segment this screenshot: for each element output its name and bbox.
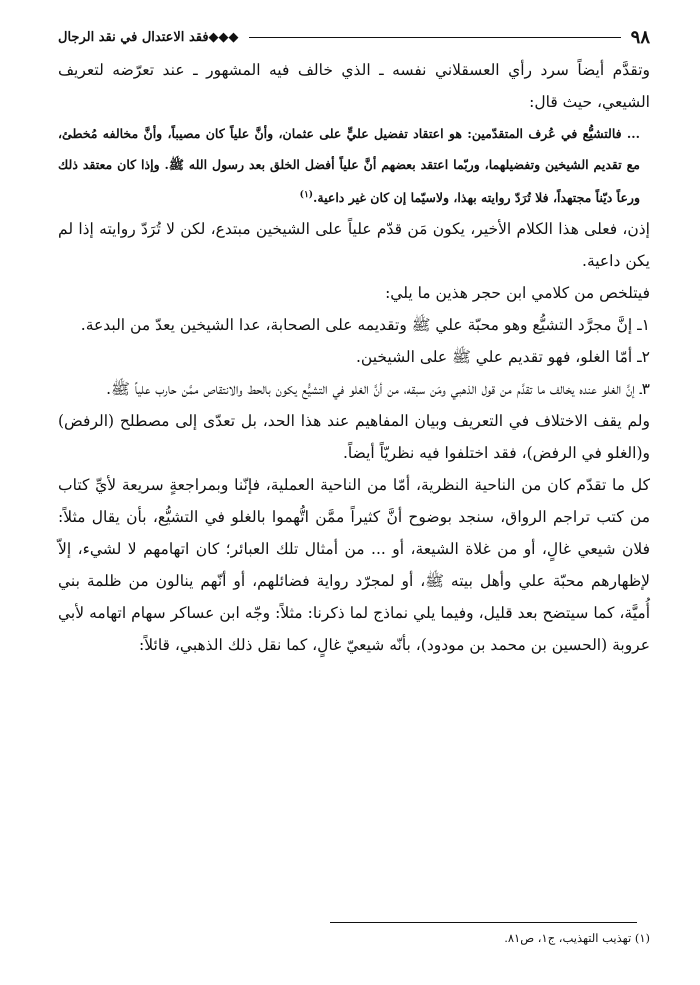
paragraph-rafd: ولم يقف الاختلاف في التعريف وبيان المفاهيم عند هذا الحد، بل تعدّى إلى مصطلح (الرفض) و(الغلو في الرفض)، فقد اختلفوا فيه نظريّاً أيضاً. xyxy=(58,412,650,463)
paragraph-summary-intro: فيتلخص من كلامي ابن حجر هذين ما يلي: xyxy=(385,284,650,303)
footnote-separator xyxy=(330,922,637,923)
header-rule xyxy=(249,37,621,38)
page-number: ٩٨ xyxy=(630,26,650,48)
body-text xyxy=(58,54,650,661)
footnote-reference: (١) xyxy=(299,190,314,200)
quote-text: ... فالتشيُّع في عُرف المتقدّمين: هو اعتقاد تفضيل عليٍّ على عثمان، وأنَّ علياً كان مصيباً، وأنَّ مخالفه مُخطئ، مع تقديم الشيخين وتفضيلهما، وربّما اعتقد بعضهم أنَّ علياً أفضل الخلق بعد رسول الله ﷺ. وإذا كان معتقد ذلك ورعاً ديّناً مجتهداً، فلا تُرَدّ روايته بهذا، ولاسيّما إن كان غير داعية. xyxy=(58,126,640,206)
block-quote xyxy=(58,118,650,213)
footnote: (١) تهذيب التهذيب، ج١، ص٨١. xyxy=(504,931,650,945)
list-item-1: ١ـ إنَّ مجرَّد التشيُّع وهو محبّة علي ﷺ وتقديمه على الصحابة، عدا الشيخين يعدّ من البدعة. xyxy=(80,316,650,335)
running-header xyxy=(58,20,650,54)
list-item-2: ٢ـ أمّا الغلو، فهو تقديم علي ﷺ على الشيخين. xyxy=(355,348,650,367)
paragraph-intro: وتقدَّم أيضاً سرد رأي العسقلاني نفسه ـ الذي خالف فيه المشهور ـ عند تعرّضه لتعريف الشيعي، حيث قال: xyxy=(58,61,650,111)
running-title: ◆◆◆فقد الاعتدال في نقد الرجال xyxy=(58,29,239,45)
paragraph-practical: كل ما تقدّم كان من الناحية النظرية، أمّا من الناحية العملية، فإنّنا وبمراجعةٍ سريعة لأيِّ كتاب من كتب تراجم الرواق، سنجد بوضوح أنَّ كثيراً ممَّن اتُّهموا بالغلو في التشيُّع، بأن يقال مثلاً: فلان شيعي غالٍ، أو من غلاة الشيعة، أو ... من أمثال تلك العبائر؛ كان اتهامهم لا لشيء، إلاّ لإظهارهم محبّة علي وأهل بيته ﷺ، أو لمجرّد رواية فضائلهم، أو أنّهم ينالون من ظلمة بني أُميَّة، كما سيتضح بعد قليل، وفيما يلي نماذج لما ذكرنا: مثلاً: وجّه ابن عساكر سهام اتهامه لأبي عروبة (الحسين بن محمد بن مودود)، بأنّه شيعيّ غالٍ، كما نقل ذلك الذهبي، قائلاً: xyxy=(58,476,650,655)
document-page xyxy=(0,20,700,985)
paragraph-conclusion: إذن، فعلى هذا الكلام الأخير، يكون مَن قدّم علياً على الشيخين مبتدع، لكن لا تُرَدّ روايته إذا لم يكن داعية. xyxy=(58,220,650,271)
list-item-3: ٣ـ إنَّ الغلو عنده يخالف ما تقدَّم من قول الذهبي ومَن سبقه، من أنَّ الغلو في التشيُّع يكون بالحط والانتقاص ممَّن حارب علياً ﷺ. xyxy=(106,380,650,399)
